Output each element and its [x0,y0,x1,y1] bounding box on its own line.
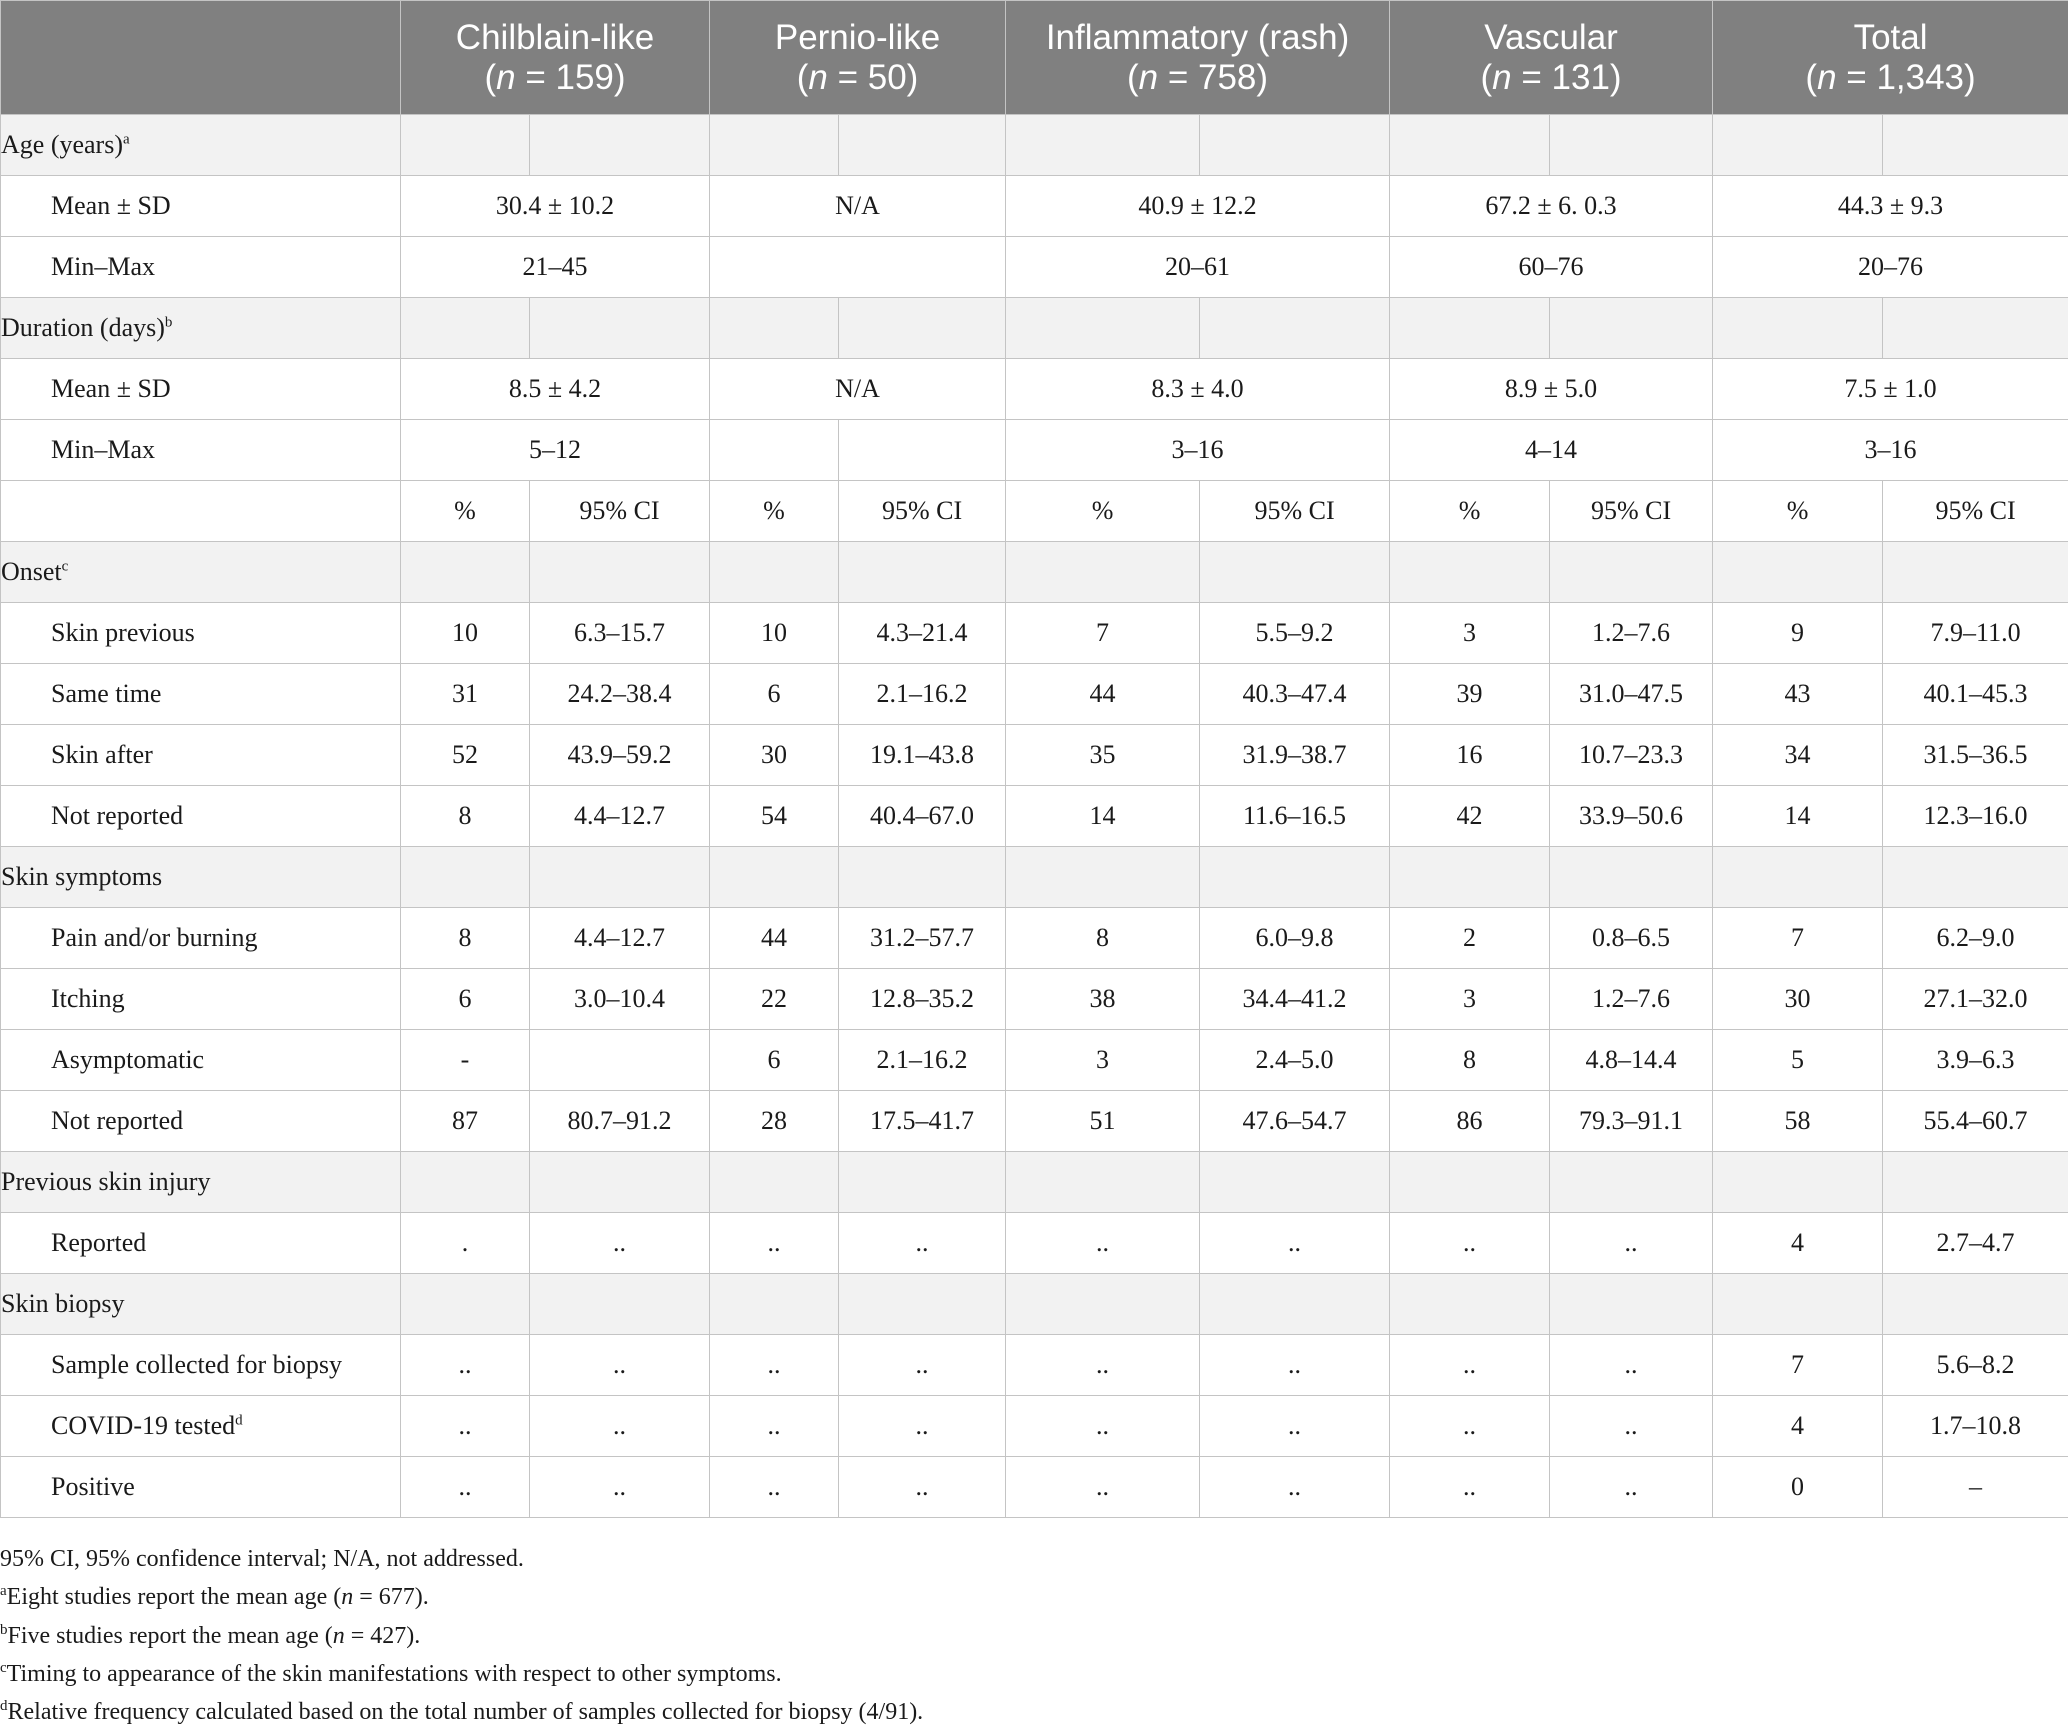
pct-cell: 6 [710,1030,839,1091]
table-row [1,969,2068,1030]
pct-cell: 54 [710,786,839,847]
pct-cell: .. [1006,1396,1200,1457]
ci-cell: 4.8–14.4 [1550,1030,1713,1091]
row-label: Reported [1,1213,401,1274]
table-row [1,908,2068,969]
table-row [1,176,2068,237]
row-label: Mean ± SD [1,176,401,237]
pct-cell: .. [1390,1396,1550,1457]
table-cell: 8.3 ± 4.0 [1006,359,1390,420]
ci-cell: .. [1200,1396,1390,1457]
ci-cell: .. [530,1396,710,1457]
pct-cell: .. [710,1396,839,1457]
ci-cell: 27.1–32.0 [1883,969,2068,1030]
row-label: Mean ± SD [1,359,401,420]
pct-cell: 39 [1390,664,1550,725]
pct-cell: 7 [1713,1335,1883,1396]
header-vascular [1390,1,1713,115]
ci-cell: .. [1200,1213,1390,1274]
ci-cell: 24.2–38.4 [530,664,710,725]
ci-cell: 2.7–4.7 [1883,1213,2068,1274]
ci-cell: .. [1550,1335,1713,1396]
pct-cell: 2 [1390,908,1550,969]
ci-cell: .. [1550,1396,1713,1457]
ci-header: 95% CI [530,481,710,542]
pct-cell: 30 [1713,969,1883,1030]
header-chilblain [401,1,710,115]
pct-cell: .. [401,1335,530,1396]
ci-cell: 6.3–15.7 [530,603,710,664]
section-label: Age (years)$^a$ [1,115,401,176]
ci-cell: 31.9–38.7 [1200,725,1390,786]
pct-cell: 16 [1390,725,1550,786]
ci-cell: 6.0–9.8 [1200,908,1390,969]
section-row-duration [1,298,2068,359]
table-cell: 44.3 ± 9.3 [1713,176,2068,237]
table-row [1,1457,2068,1518]
footnote-c: $^c$Timing to appearance of the skin manifestations with respect to other symptoms. [0,1659,782,1687]
pct-cell: .. [401,1457,530,1518]
header-pernio-n: (n = 50) [796,57,919,97]
ci-cell: 1.2–7.6 [1550,603,1713,664]
header-chilblain-name: Chilblain-like [455,17,655,57]
row-label: Skin after [1,725,401,786]
pct-cell: 6 [401,969,530,1030]
table-cell: 8.5 ± 4.2 [401,359,710,420]
table-row [1,1213,2068,1274]
header-vascular-n: (n = 131) [1480,57,1622,97]
ci-cell: 2.4–5.0 [1200,1030,1390,1091]
pct-cell: 7 [1713,908,1883,969]
pct-cell: 35 [1006,725,1200,786]
pct-cell: 38 [1006,969,1200,1030]
table-cell: 8.9 ± 5.0 [1390,359,1713,420]
pct-cell: 58 [1713,1091,1883,1152]
pct-cell: 8 [401,786,530,847]
percent-section-body [1,542,2068,1518]
table-cell: 30.4 ± 10.2 [401,176,710,237]
ci-cell: .. [839,1213,1006,1274]
table-row [1,786,2068,847]
ci-cell: .. [530,1457,710,1518]
pct-cell: 28 [710,1091,839,1152]
ci-cell: 17.5–41.7 [839,1091,1006,1152]
pct-cell: 22 [710,969,839,1030]
pct-header: % [1006,481,1200,542]
pct-cell: 10 [401,603,530,664]
ci-cell: 6.2–9.0 [1883,908,2068,969]
pct-cell: 6 [710,664,839,725]
table-cell: 40.9 ± 12.2 [1006,176,1390,237]
section-row-injury [1,1152,2068,1213]
pct-cell: 8 [401,908,530,969]
footnote-d: $^d$Relative frequency calculated based on the total number of samples collected for biopsy (4/91). [0,1698,924,1726]
section-label: Duration (days)$^b$ [1,298,401,359]
table-cell: 7.5 ± 1.0 [1713,359,2068,420]
section-row-age [1,115,2068,176]
header-pernio-name: Pernio-like [774,17,941,57]
ci-cell: 40.1–45.3 [1883,664,2068,725]
table-row [1,1091,2068,1152]
table-row [1,1396,2068,1457]
section-label: Previous skin injury [1,1152,401,1213]
table-row [1,420,2068,481]
table-cell: 20–61 [1006,237,1390,298]
table-cell: 4–14 [1390,420,1713,481]
ci-cell: 33.9–50.6 [1550,786,1713,847]
ci-cell: 2.1–16.2 [839,1030,1006,1091]
pct-header: % [1390,481,1550,542]
pct-cell: 3 [1390,969,1550,1030]
ci-cell: 47.6–54.7 [1200,1091,1390,1152]
pct-cell: .. [1006,1457,1200,1518]
footnote-a: $^a$Eight studies report the mean age (n = 677). [0,1583,429,1611]
ci-cell: 40.3–47.4 [1200,664,1390,725]
pct-cell: 7 [1006,603,1200,664]
table-cell: 67.2 ± 6. 0.3 [1390,176,1713,237]
row-label: Not reported [1,1091,401,1152]
ci-cell: 5.5–9.2 [1200,603,1390,664]
ci-cell: .. [1200,1457,1390,1518]
table-row [1,1030,2068,1091]
section-label: Skin symptoms [1,847,401,908]
table-cell: 60–76 [1390,237,1713,298]
section-label: Onset$^c$ [1,542,401,603]
pct-cell: .. [710,1335,839,1396]
ci-cell: 12.8–35.2 [839,969,1006,1030]
pct-cell: 51 [1006,1091,1200,1152]
pct-cell: 44 [1006,664,1200,725]
ci-cell: 12.3–16.0 [1883,786,2068,847]
section-row-symptoms [1,847,2068,908]
ci-header: 95% CI [1550,481,1713,542]
ci-cell: 31.5–36.5 [1883,725,2068,786]
pct-cell: 0 [1713,1457,1883,1518]
ci-header: 95% CI [1883,481,2068,542]
header-total-n: (n = 1,343) [1805,57,1976,97]
pct-cell: 14 [1006,786,1200,847]
ci-cell: .. [1550,1213,1713,1274]
row-label: COVID-19 tested$^d$ [1,1396,401,1457]
ci-cell: 55.4–60.7 [1883,1091,2068,1152]
pct-cell: 34 [1713,725,1883,786]
pct-cell: 44 [710,908,839,969]
ci-cell: 4.4–12.7 [530,908,710,969]
table-cell: 5–12 [401,420,710,481]
pct-cell: 31 [401,664,530,725]
pct-cell: 14 [1713,786,1883,847]
pct-header: % [401,481,530,542]
ci-cell: 4.4–12.7 [530,786,710,847]
header-inflammatory [1006,1,1390,115]
row-label: Asymptomatic [1,1030,401,1091]
pct-cell: 4 [1713,1213,1883,1274]
pct-cell: 10 [710,603,839,664]
ci-cell [530,1030,710,1091]
table-cell: N/A [710,176,1006,237]
ci-cell: .. [530,1335,710,1396]
row-label: Positive [1,1457,401,1518]
table-cell: 20–76 [1713,237,2068,298]
ci-cell: .. [1550,1457,1713,1518]
table-row [1,725,2068,786]
header-corner [1,1,401,115]
section-row-onset [1,542,2068,603]
header-row [1,1,2068,115]
header-chilblain-n: (n = 159) [484,57,626,97]
ci-cell: .. [839,1335,1006,1396]
table-cell: 21–45 [401,237,710,298]
pct-cell: 42 [1390,786,1550,847]
pct-cell: 8 [1390,1030,1550,1091]
header-total [1713,1,2068,115]
pct-cell: 3 [1006,1030,1200,1091]
ci-cell: 0.8–6.5 [1550,908,1713,969]
pct-cell: . [401,1213,530,1274]
pct-header: % [710,481,839,542]
ci-header: 95% CI [1200,481,1390,542]
ci-cell: .. [839,1457,1006,1518]
section-label: Skin biopsy [1,1274,401,1335]
header-inflammatory-n: (n = 758) [1126,57,1269,97]
ci-cell: 80.7–91.2 [530,1091,710,1152]
row-label: Min–Max [1,420,401,481]
section-row-biopsy [1,1274,2068,1335]
ci-cell: – [1883,1457,2068,1518]
table-row [1,664,2068,725]
table-row [1,603,2068,664]
row-label: Sample collected for biopsy [1,1335,401,1396]
footnote-b: $^b$Five studies report the mean age (n = 427). [0,1621,421,1649]
ci-cell: 5.6–8.2 [1883,1335,2068,1396]
ci-cell: 2.1–16.2 [839,664,1006,725]
row-label: Same time [1,664,401,725]
pct-cell: 87 [401,1091,530,1152]
table-cell: 3–16 [1713,420,2068,481]
ci-cell: 4.3–21.4 [839,603,1006,664]
pct-cell: .. [1390,1457,1550,1518]
table-cell: 3–16 [1006,420,1390,481]
ci-header: 95% CI [839,481,1006,542]
pct-cell: .. [1006,1335,1200,1396]
pct-cell: 30 [710,725,839,786]
pct-cell: 52 [401,725,530,786]
pct-cell: .. [401,1396,530,1457]
row-label: Pain and/or burning [1,908,401,969]
row-label: Not reported [1,786,401,847]
table-cell [710,420,839,481]
ci-cell: 7.9–11.0 [1883,603,2068,664]
pct-cell: .. [710,1213,839,1274]
ci-cell: .. [530,1213,710,1274]
ci-cell: 31.0–47.5 [1550,664,1713,725]
table-cell: N/A [710,359,1006,420]
table-footnotes [0,1540,2068,1731]
pct-cell: 4 [1713,1396,1883,1457]
ci-cell: .. [1200,1335,1390,1396]
pct-header: % [1713,481,1883,542]
ci-cell: 11.6–16.5 [1200,786,1390,847]
ci-cell: 1.2–7.6 [1550,969,1713,1030]
table-row [1,237,2068,298]
footnote-abbreviations: 95% CI, 95% confidence interval; N/A, not addressed. [0,1546,524,1572]
table-row [1,359,2068,420]
ci-cell: 31.2–57.7 [839,908,1006,969]
table-cell [710,237,1006,298]
ci-cell: .. [839,1396,1006,1457]
ci-cell: 1.7–10.8 [1883,1396,2068,1457]
subheader-corner [1,481,401,542]
row-label: Min–Max [1,237,401,298]
header-pernio [710,1,1006,115]
pct-cell: .. [1390,1213,1550,1274]
ci-cell: 43.9–59.2 [530,725,710,786]
ci-cell: 3.0–10.4 [530,969,710,1030]
pct-cell: 9 [1713,603,1883,664]
pct-cell: - [401,1030,530,1091]
header-inflammatory-name: Inflammatory (rash) [1045,17,1350,57]
ci-cell: 40.4–67.0 [839,786,1006,847]
table-row [1,1335,2068,1396]
ci-cell: 3.9–6.3 [1883,1030,2068,1091]
pct-cell: 43 [1713,664,1883,725]
pct-cell: 3 [1390,603,1550,664]
pct-cell: .. [1390,1335,1550,1396]
pct-cell: .. [1006,1213,1200,1274]
pct-cell: 5 [1713,1030,1883,1091]
ci-cell: 10.7–23.3 [1550,725,1713,786]
row-label: Skin previous [1,603,401,664]
pct-cell: .. [710,1457,839,1518]
pct-cell: 8 [1006,908,1200,969]
ci-cell: 34.4–41.2 [1200,969,1390,1030]
header-vascular-name: Vascular [1484,17,1618,57]
ci-cell: 19.1–43.8 [839,725,1006,786]
row-label: Itching [1,969,401,1030]
header-total-name: Total [1853,17,1928,57]
pct-cell: 86 [1390,1091,1550,1152]
subheader-row [1,481,2068,542]
ci-cell: 79.3–91.1 [1550,1091,1713,1152]
